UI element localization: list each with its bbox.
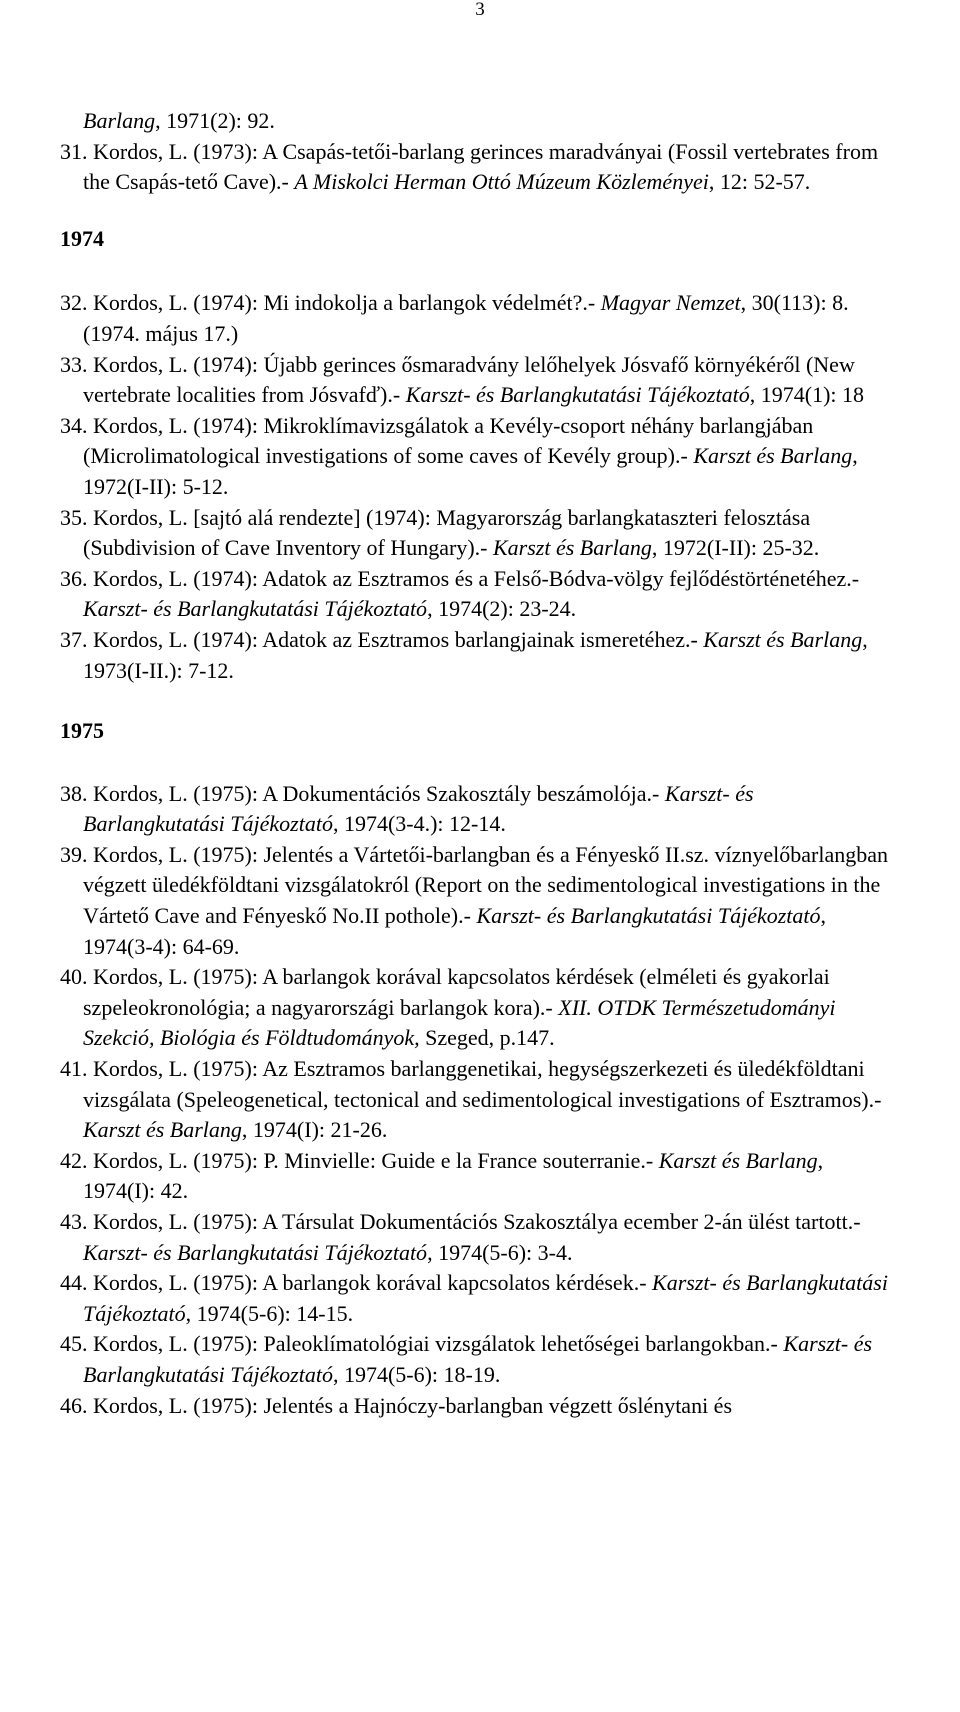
- entry-34: [60, 411, 892, 503]
- entry-tail: , 1974(3-4): 64-69.: [83, 903, 827, 959]
- entry-31: [60, 137, 892, 198]
- entry-text: 33. Kordos, L. (1974): Újabb gerinces ősmaradvány lelőhelyek Jósvafő környékéről (New vertebrate localities from Jósvafď).-: [60, 351, 855, 408]
- entry-text: 46. Kordos, L. (1975): Jelentés a Hajnóczy-barlangban végzett őslénytani és: [60, 1392, 733, 1418]
- entry-text: 45. Kordos, L. (1975): Paleoklímatológiai vizsgálatok lehetőségei barlangokban.-: [60, 1331, 784, 1357]
- entry-tail: , 1974(5-6): 3-4.: [427, 1239, 573, 1265]
- entry-journal: Karszt és Barlang: [492, 535, 652, 561]
- entry-text: 35. Kordos, L. [sajtó alá rendezte] (1974): Magyarország barlangkataszteri felosztása (Subdivision of Cave Inventory of Hungary).-: [60, 504, 811, 561]
- entry-tail: Szeged, p.147.: [419, 1025, 555, 1051]
- entry-journal: Karszt- és Barlangkutatási Tájékoztató: [83, 1239, 428, 1265]
- entry-journal: Karszt és Barlang: [658, 1147, 818, 1173]
- entry-journal: Karszt és Barlang: [83, 1117, 242, 1143]
- entry-journal: Barlang: [83, 108, 156, 133]
- entry-journal: Karszt- és Barlangkutatási Tájékoztató: [83, 1270, 888, 1326]
- entry-tail: , 1974(3-4.): 12-14.: [332, 811, 506, 837]
- entry-41: [60, 1054, 892, 1146]
- entry-text: 34. Kordos, L. (1974): Mikroklímavizsgálatok a Kevély-csoport néhány barlangjában (Microlimatological investigations of some caves of Kevély group).-: [60, 412, 814, 469]
- entry-journal: Karszt és Barlang: [693, 443, 853, 469]
- entry-43: [60, 1207, 892, 1268]
- entry-journal: Karszt- és Barlangkutatási Tájékoztató: [83, 780, 754, 837]
- entry-45: [60, 1329, 892, 1390]
- entry-37: [60, 625, 892, 686]
- entry-tail: , 1974(5-6): 14-15.: [185, 1300, 354, 1326]
- entry-46: [60, 1391, 892, 1422]
- entry-text: 44. Kordos, L. (1975): A barlangok korával kapcsolatos kérdések.-: [60, 1270, 653, 1296]
- entry-tail: , 1972(I-II): 5-12.: [83, 443, 858, 499]
- entry-32: [60, 288, 892, 349]
- entry-tail: , 1974(2): 23-24.: [427, 596, 577, 622]
- entry-38: [60, 779, 892, 840]
- entry-33: [60, 350, 892, 411]
- entry-journal: Karszt- és Barlangkutatási Tájékoztató: [476, 903, 821, 929]
- entry-40: [60, 962, 892, 1054]
- entry-tail: , 1973(I-II.): 7-12.: [83, 626, 868, 683]
- entry-journal: Karszt- és Barlangkutatási Tájékoztató: [405, 382, 750, 408]
- entry-text: 31. Kordos, L. (1973): A Csapás-tetői-barlang gerinces maradványai (Fossil vertebrates from the Csapás-tető Cave).-: [60, 138, 879, 195]
- entry-tail: , 1974(1): 18: [749, 382, 865, 408]
- entry-text: 41. Kordos, L. (1975): Az Esztramos barlanggenetikai, hegységszerkezeti és üledékföldtani vizsgálata (Speleogenetical, tectonical and sedimentological investigations of Esztramos).-: [60, 1056, 882, 1112]
- year-heading-1975: 1975: [60, 718, 104, 744]
- bibliography: [60, 106, 892, 1421]
- entry-journal: Karszt és Barlang: [703, 626, 863, 652]
- entry-42: [60, 1146, 892, 1207]
- entry-tail: , 1974(5-6): 18-19.: [332, 1361, 501, 1387]
- entry-35: [60, 503, 892, 564]
- entry-tail: , 1971(2): 92.: [155, 108, 275, 133]
- entry-journal: Karszt- és Barlangkutatási Tájékoztató: [83, 596, 428, 622]
- continued-entry: [60, 106, 892, 137]
- entry-text: 39. Kordos, L. (1975): Jelentés a Vártetői-barlangban és a Fényeskő II.sz. víznyelőbarlangban végzett üledékföldtani vizsgálatokról (Report on the sedimentological investigations in the Vártető Cave and Fényeskő No.II pothole).-: [60, 841, 889, 929]
- entry-tail: , 30(113): 8. (1974. május 17.): [83, 290, 849, 346]
- entry-text: 36. Kordos, L. (1974): Adatok az Esztramos és a Felső-Bódva-völgy fejlődéstörténetéhez.-: [60, 565, 860, 591]
- entry-text: 42. Kordos, L. (1975): P. Minvielle: Guide e la France souterranie.-: [60, 1147, 659, 1173]
- entry-text: 32. Kordos, L. (1974): Mi indokolja a barlangok védelmét?.-: [60, 290, 601, 316]
- entry-tail: , 1974(I): 42.: [83, 1147, 824, 1204]
- year-heading-1974: 1974: [60, 225, 104, 251]
- page-number: 3: [475, 0, 485, 20]
- entry-journal: Karszt- és Barlangkutatási Tájékoztató: [83, 1331, 873, 1387]
- entry-tail: , 1974(I): 21-26.: [241, 1117, 388, 1143]
- entry-44: [60, 1268, 892, 1329]
- entry-journal: A Miskolci Herman Ottó Múzeum Közleményei: [294, 169, 709, 195]
- entry-text: 38. Kordos, L. (1975): A Dokumentációs Szakosztály beszámolója.-: [60, 780, 665, 806]
- entry-tail: , 12: 52-57.: [708, 169, 811, 195]
- entry-text: 37. Kordos, L. (1974): Adatok az Esztramos barlangjainak ismeretéhez.-: [60, 626, 704, 652]
- entry-text: 40. Kordos, L. (1975): A barlangok korával kapcsolatos kérdések (elméleti és gyakorlai szpeleokronológia; a nagyarországi barlangok kora).-: [60, 964, 830, 1020]
- entry-39: [60, 840, 892, 962]
- entry-journal: Magyar Nemzet: [600, 290, 741, 316]
- entry-text: 43. Kordos, L. (1975): A Társulat Dokumentációs Szakosztálya ecember 2-án ülést tartott.-: [60, 1209, 861, 1234]
- entry-36: [60, 564, 892, 625]
- entry-journal: XII. OTDK Természetudományi Szekció, Biológia és Földtudományok,: [83, 994, 836, 1051]
- entry-tail: , 1972(I-II): 25-32.: [651, 535, 820, 561]
